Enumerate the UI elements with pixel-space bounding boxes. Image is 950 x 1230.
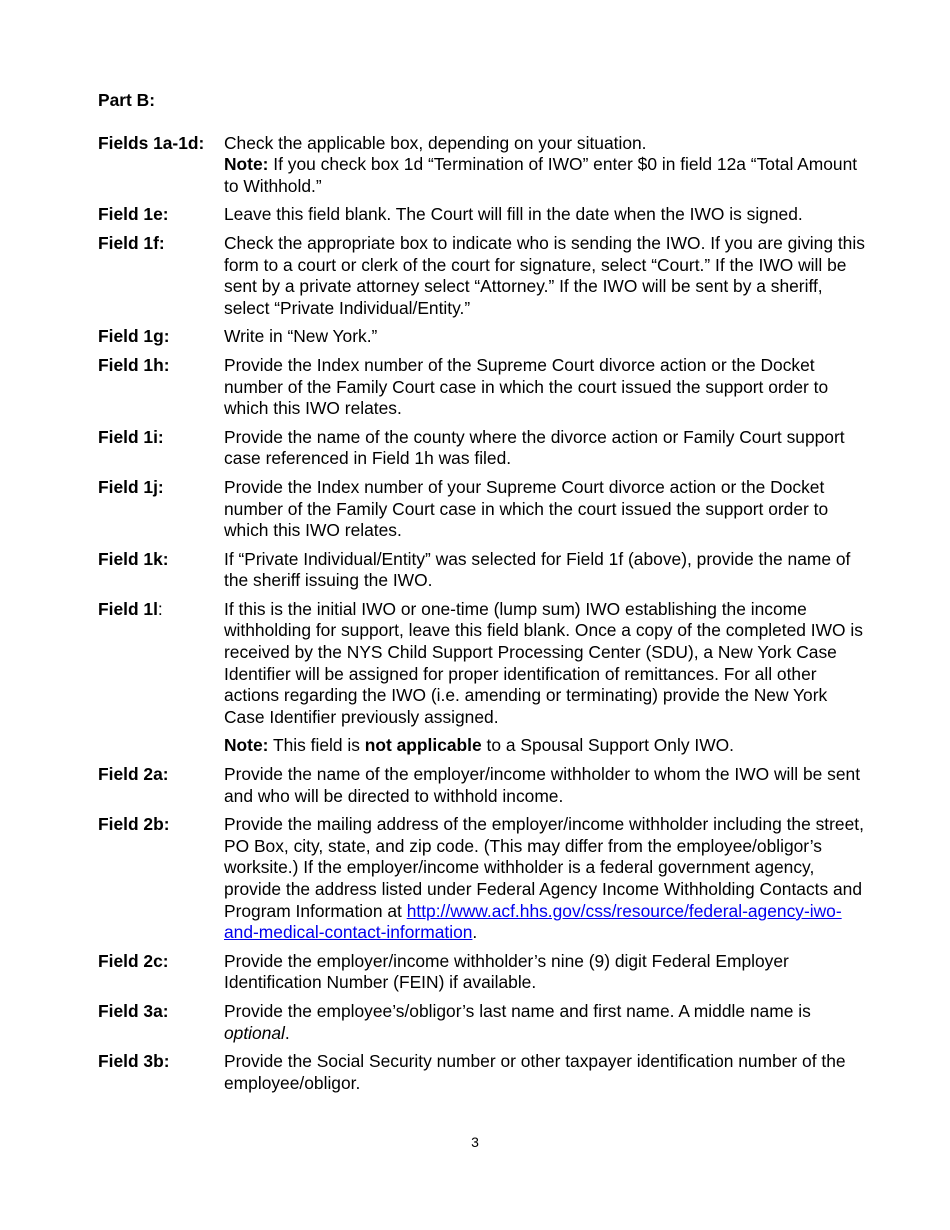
field-text: Provide the Social Security number or other taxpayer identification number of the employee/obligor. — [224, 1051, 846, 1093]
field-entry-2b — [98, 814, 868, 944]
field-instructions — [224, 814, 868, 944]
field-note — [224, 154, 868, 197]
field-label-colon: : — [157, 598, 163, 619]
field-text: Provide the name of the employer/income withholder to whom the IWO will be sent and who will be directed to withhold income. — [224, 764, 861, 806]
field-label: Field 1i: — [98, 426, 164, 447]
field-label: Field 2a: — [98, 764, 169, 785]
field-text: Provide the employer/income withholder’s nine (9) digit Federal Employer Identification Number (FEIN) if available. — [224, 950, 789, 993]
field-label: Field 1e: — [98, 204, 169, 225]
link-period: . — [472, 922, 478, 943]
field-instructions — [224, 599, 868, 757]
document-page — [98, 90, 868, 1101]
field-entry-1l — [98, 599, 868, 757]
field-label: Fields 1a-1d: — [98, 132, 205, 153]
field-label: Field 1h: — [98, 354, 170, 375]
field-instructions — [224, 1001, 868, 1044]
field-text-end: . — [284, 1022, 290, 1043]
field-text: Check the appropriate box to indicate who is sending the IWO. If you are giving this form to a court or clerk of the court for signature, select “Court.” If the IWO will be sent by a private attorney select “Attorney.” If the IWO will be sent by a sheriff, select “Private Individual/Entity.” — [224, 232, 865, 318]
field-text: Write in “New York.” — [224, 326, 378, 347]
field-entry-1i — [98, 427, 868, 470]
note-emphasis: not applicable — [364, 735, 482, 756]
field-label: Field 2b: — [98, 814, 170, 835]
field-entry-3a — [98, 1001, 868, 1044]
field-entry-1g — [98, 326, 868, 348]
field-text-italic: optional — [224, 1022, 285, 1043]
field-text: If this is the initial IWO or one-time (lump sum) IWO establishing the income withholding for support, leave this field blank. Once a copy of the completed IWO is received by the NYS Child Support Processing Center (SDU), a New York Case Identifier will be assigned for proper identification of remittances. For all other actions regarding the IWO (i.e. amending or terminating) provide the New York Case Identifier previously assigned. — [224, 598, 863, 727]
field-label: Field 3a: — [98, 1000, 169, 1021]
field-label: Field 1j: — [98, 476, 164, 497]
field-label: Field 1f: — [98, 232, 165, 253]
note-text: This field is — [268, 735, 365, 756]
field-label: Field 1k: — [98, 548, 169, 569]
field-instructions — [224, 133, 868, 198]
field-entry-1f — [98, 233, 868, 319]
field-text: Provide the employee’s/obligor’s last name and first name. A middle name is — [224, 1000, 811, 1021]
field-entry-3b — [98, 1051, 868, 1094]
field-note — [224, 735, 868, 757]
field-entry-2a — [98, 764, 868, 807]
page-number: 3 — [471, 1134, 479, 1150]
note-text-end: to a Spousal Support Only IWO. — [481, 735, 734, 756]
field-text: Check the applicable box, depending on your situation. — [224, 132, 647, 153]
note-text: If you check box 1d “Termination of IWO” enter $0 in field 12a “Total Amount to Withhold.” — [224, 154, 858, 196]
field-entry-1k — [98, 549, 868, 592]
note-label: Note: — [224, 154, 269, 175]
part-title: Part B: — [98, 90, 156, 110]
field-label: Field 2c: — [98, 950, 169, 971]
field-text: Leave this field blank. The Court will fill in the date when the IWO is signed. — [224, 204, 803, 225]
field-entry-1j — [98, 477, 868, 542]
field-entry-2c — [98, 951, 868, 994]
field-entry-1h — [98, 355, 868, 420]
field-label: Field 3b: — [98, 1051, 170, 1072]
note-label: Note: — [224, 735, 269, 756]
field-label: Field 1g: — [98, 326, 170, 347]
field-label — [98, 599, 224, 757]
field-entry-1a-1d — [98, 133, 868, 198]
field-text: Provide the name of the county where the divorce action or Family Court support case referenced in Field 1h was filed. — [224, 426, 845, 469]
field-text: Provide the mailing address of the employer/income withholder including the street, PO Box, city, state, and zip code. (This may differ from the employee/obligor’s worksite.) If the employer/income withholder is a federal government agency, provide the address listed under Federal Agency Income Withholding Contacts and Program Information at — [224, 814, 864, 921]
field-entry-1e — [98, 204, 868, 226]
field-text: Provide the Index number of the Supreme Court divorce action or the Docket number of the Family Court case in which the court issued the support order to which this IWO relates. — [224, 354, 829, 419]
field-text: If “Private Individual/Entity” was selected for Field 1f (above), provide the name of the sheriff issuing the IWO. — [224, 548, 851, 591]
field-label-text: Field 1l — [98, 598, 158, 619]
field-text: Provide the Index number of your Supreme Court divorce action or the Docket number of the Family Court case in which the court issued the support order to which this IWO relates. — [224, 476, 829, 541]
federal-agency-contacts-link[interactable]: http://www.acf.hhs.gov/css/resource/federal-agency-iwo-and-medical-contact-information — [224, 900, 842, 943]
